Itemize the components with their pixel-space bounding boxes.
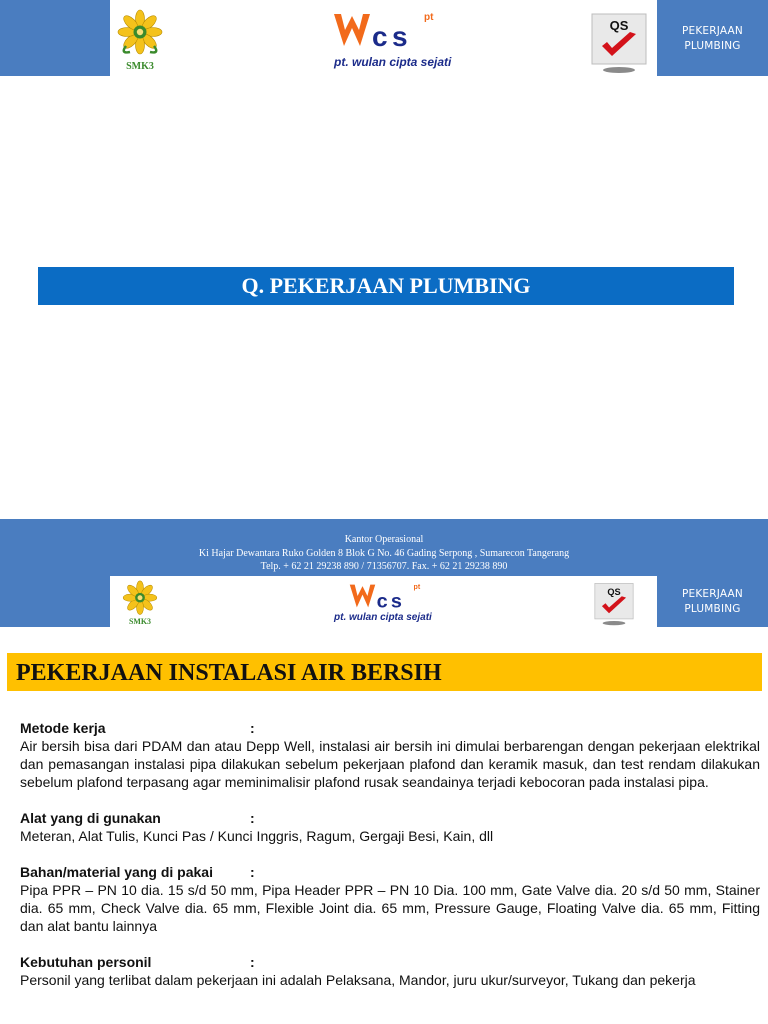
office-footer-and-header [0,519,768,627]
block-text: Pipa PPR – PN 10 dia. 15 s/d 50 mm, Pipa Header PPR – PN 10 Dia. 100 mm, Gate Valve dia. 20 s/d 50 mm, Stainer dia. 65 mm, Check Valve dia. 65 mm, Flexible Joint dia. 65 mm, Pressure Gauge, Floating Valve dia. 65 mm, Fitting dan alat bantu lainnya [20,882,760,934]
svg-text:SMK3: SMK3 [126,61,154,72]
wcs-logo [332,6,444,54]
section-tag-line1: PEKERJAAN [681,588,743,600]
svg-text:QS: QS [609,18,629,33]
section-tag-line2: PLUMBING [684,603,741,615]
section-tag-line2: PLUMBING [684,40,741,52]
svg-text:c: c [376,590,388,613]
cover-title: Q. PEKERJAAN PLUMBING [38,267,734,305]
wcs-logo [332,579,444,613]
section-content [20,719,760,1007]
label-colon: : [250,864,255,880]
block-label-row [20,719,760,737]
block-label: Metode kerja [20,720,106,736]
content-block-personil [20,953,760,989]
section-tag [657,24,768,54]
section-tag [657,587,768,617]
svg-text:c: c [372,21,388,52]
svg-text:s: s [392,21,408,52]
office-address: Ki Hajar Dewantara Ruko Golden 8 Blok G No. 46 Gading Serpong , Sumarecon Tangerang [198,547,570,559]
smk3-flower-logo [116,8,164,72]
logo-strip [110,576,657,627]
office-phone: Telp. + 62 21 29238 890 / 71356707. Fax. + 62 21 29238 890 [260,561,508,572]
label-colon: : [250,810,255,826]
company-name: pt. wulan cipta sejati [334,612,432,623]
company-name: pt. wulan cipta sejati [334,55,452,69]
office-info [0,533,768,574]
page-header [0,0,768,76]
label-colon: : [250,954,255,970]
content-block-metode [20,719,760,791]
qs-badge-logo [590,12,648,74]
section-heading: PEKERJAAN INSTALASI AIR BERSIH [7,653,762,691]
block-label-row [20,863,760,881]
block-label: Bahan/material yang di pakai [20,864,213,880]
block-text: Air bersih bisa dari PDAM dan atau Depp Well, instalasi air bersih ini dimulai berbarengan dengan pekerjaan elektrikal dan pemasangan instalasi pipa dilakukan sebelum pekerjaan plafond dan keramik masuk, dan test rendam dilakukan sebelum plafond terpasang agar meminimalisir plafond rusak seandainya terjadi kebocoran pada instalasi pipa. [20,738,760,790]
label-colon: : [250,720,255,736]
logo-strip [110,0,657,76]
block-text: Meteran, Alat Tulis, Kunci Pas / Kunci Inggris, Ragum, Gergaji Besi, Kain, dll [20,828,494,844]
content-block-alat [20,809,760,845]
block-text: Personil yang terlibat dalam pekerjaan ini adalah Pelaksana, Mandor, juru ukur/surveyor, Tukang dan pekerja [20,972,696,988]
block-label: Alat yang di gunakan [20,810,161,826]
svg-text:SMK3: SMK3 [128,617,152,626]
section-tag-line1: PEKERJAAN [681,25,743,37]
svg-text:s: s [390,590,402,613]
block-label-row [20,809,760,827]
office-heading: Kantor Operasional [344,534,424,545]
qs-badge-logo [590,582,638,626]
content-block-bahan [20,863,760,935]
svg-text:pt: pt [424,12,434,23]
smk3-flower-logo [118,580,162,626]
block-label-row [20,953,760,971]
svg-text:QS: QS [607,586,621,597]
block-label: Kebutuhan personil [20,954,152,970]
svg-text:pt: pt [413,582,421,591]
